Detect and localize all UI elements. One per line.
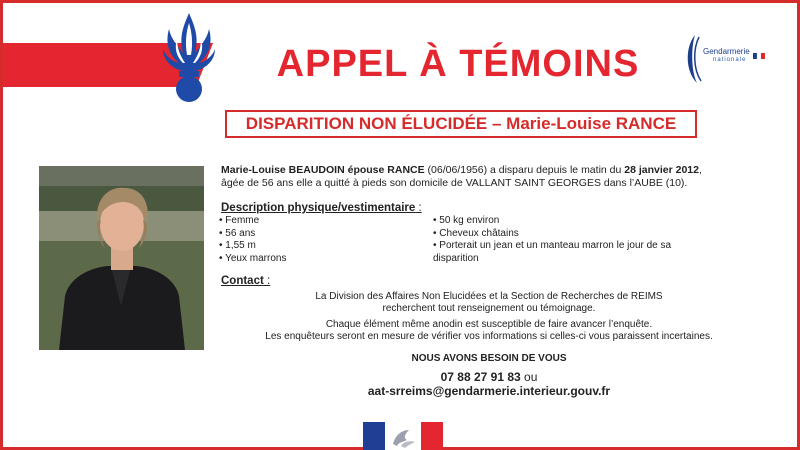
contact-p1-line2: recherchent tout renseignement ou témoignage.	[382, 303, 596, 314]
description-list-right	[433, 215, 713, 265]
list-item: • 50 kg environ	[433, 215, 713, 228]
email-link[interactable]: aat-srreims@gendarmerie.interieur.gouv.fr	[367, 384, 611, 398]
missing-name: Marie-Louise BEAUDOIN épouse RANCE	[221, 164, 425, 176]
description-list-left	[219, 215, 419, 265]
missing-person-photo	[39, 166, 204, 350]
logo-subname: nationale	[713, 57, 747, 63]
logo-name: Gendarmerie	[703, 47, 750, 56]
description-heading-label: Description physique/vestimentaire	[221, 202, 416, 214]
intro-comma: ,	[699, 164, 702, 176]
phone-line	[221, 370, 757, 384]
phone-number[interactable]: 07 88 27 91 83	[440, 370, 521, 384]
description-colon: :	[415, 202, 422, 214]
list-item: • Femme	[219, 215, 419, 228]
list-item: • Cheveux châtains	[433, 228, 713, 241]
contact-paragraph-1	[221, 291, 757, 315]
contact-colon: :	[263, 275, 271, 287]
description-heading	[221, 202, 422, 214]
contact-p2-line1: Chaque élément même anodin est susceptible de faire avancer l’enquête.	[325, 319, 653, 330]
need-you-heading: NOUS AVONS BESOIN DE VOUS	[411, 353, 567, 364]
intro-paragraph	[221, 164, 761, 190]
marianne-logo	[363, 422, 443, 450]
contact-heading-label: Contact	[221, 275, 264, 287]
list-item: • 1,55 m	[219, 240, 419, 253]
birth-info: (06/06/1956) a disparu depuis le matin du	[424, 164, 625, 176]
disappearance-date: 28 janvier 2012	[624, 164, 699, 176]
intro-line2: âgée de 56 ans elle a quitté à pieds son domicile de VALLANT SAINT GEORGES dans l’AUBE (10).	[221, 177, 688, 189]
contact-paragraph-2	[221, 319, 757, 343]
list-item: • 56 ans	[219, 228, 419, 241]
list-item: • Porterait un jean et un manteau marron le jour de sa disparition	[433, 240, 713, 265]
page-title: APPEL À TÉMOINS	[276, 43, 640, 85]
contact-p1-line1: La Division des Affaires Non Elucidées et la Section de Recherches de REIMS	[315, 291, 663, 302]
contact-p2-line2: Les enquêteurs seront en mesure de vérifier vos informations si celles-ci vous paraissent incertaines.	[265, 331, 713, 342]
phone-suffix: ou	[520, 370, 538, 384]
contact-heading	[221, 275, 270, 287]
list-item: • Yeux marrons	[219, 253, 419, 266]
gendarmerie-logo-text	[703, 47, 750, 65]
case-subtitle: DISPARITION NON ÉLUCIDÉE – Marie-Louise RANCE	[225, 110, 697, 138]
